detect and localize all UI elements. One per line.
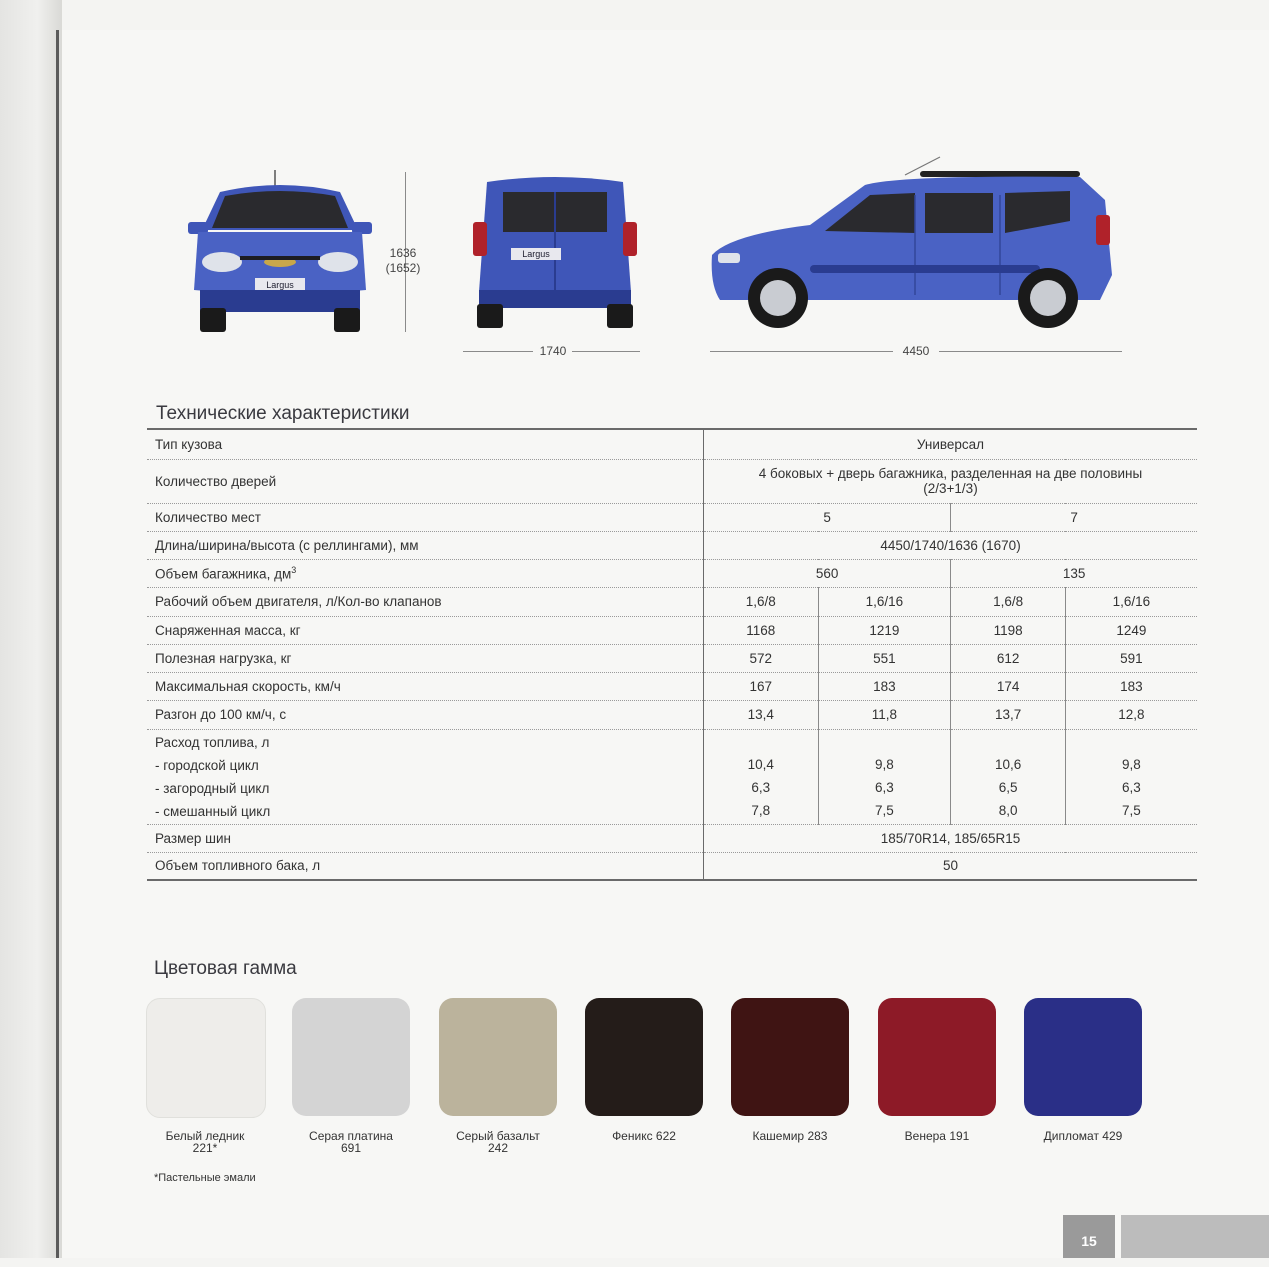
color-label [130,1130,280,1154]
row-value: 135 [951,559,1197,587]
fuel-value: 6,3 [1122,779,1141,795]
row-value [704,459,1198,503]
row-label: Количество мест [147,503,704,531]
height-dimension [378,246,428,276]
row-value: 1219 [818,616,951,644]
row-label [147,729,704,824]
row-value: Универсал [704,429,1198,459]
fuel-value: 10,4 [747,756,774,772]
color-code: 242 [487,1141,509,1155]
car-side-view [700,155,1120,335]
color-name: Серая платина [309,1129,393,1143]
color-code: 221* [192,1141,218,1155]
color-label [276,1130,426,1154]
table-row [147,672,1197,700]
row-value: 551 [818,644,951,672]
colors-footnote: *Пастельные эмали [154,1172,256,1184]
row-label-sup: 3 [291,564,297,575]
row-value: 1,6/16 [818,587,951,616]
row-label: Снаряженная масса, кг [147,616,704,644]
color-swatch-phoenix [585,998,703,1116]
row-value: 1,6/16 [1065,587,1197,616]
table-row [147,503,1197,531]
row-value-line: (2/3+1/3) [923,481,978,496]
fuel-value: 9,8 [875,756,894,772]
fuel-value: 6,3 [751,779,771,795]
row-label: Полезная нагрузка, кг [147,644,704,672]
color-swatch-cashmere [731,998,849,1116]
table-row [147,824,1197,852]
spec-table [147,428,1197,881]
color-code: 691 [340,1141,362,1155]
row-value: 1198 [951,616,1066,644]
row-sub-label: - загородный цикл [155,780,270,796]
table-row [147,587,1197,616]
color-swatch-silver [292,998,410,1116]
color-swatch-diplomat [1024,998,1142,1116]
fuel-value: 9,8 [1122,756,1141,772]
row-value: 4450/1740/1636 (1670) [704,531,1198,559]
color-swatch-venus [878,998,996,1116]
color-name: Кашемир 283 [752,1129,828,1143]
row-sub-label: - городской цикл [155,757,259,773]
fuel-value: 7,5 [1122,802,1141,818]
row-value: 183 [818,672,951,700]
row-value: 183 [1065,672,1197,700]
color-name: Дипломат 429 [1043,1129,1123,1143]
page-binding [0,0,62,1258]
table-row [147,852,1197,880]
fuel-value: 8,0 [998,802,1018,818]
row-label: Количество дверей [147,459,704,503]
car-front-view [180,170,380,340]
row-value: 13,4 [704,700,819,729]
colors-title: Цветовая гамма [154,958,297,979]
row-value: 612 [951,644,1066,672]
row-value: 560 [704,559,951,587]
row-label [147,559,704,587]
front-badge: Largus [266,280,294,290]
table-row [147,459,1197,503]
row-label: Объем топливного бака, л [147,852,704,880]
table-row-fuel [147,729,1197,824]
car-rear-view [465,172,645,332]
row-value: 13,7 [951,700,1066,729]
row-value-line: 4 боковых + дверь багажника, разделенная на две половины [758,466,1143,481]
table-row [147,616,1197,644]
fuel-value: 10,6 [994,756,1022,772]
length-dimension-line [710,351,893,352]
row-value: 591 [1065,644,1197,672]
height-value: 1636 [389,246,417,260]
row-label: Размер шин [147,824,704,852]
table-row [147,700,1197,729]
fuel-value: 6,3 [875,779,894,795]
binding-edge [56,30,59,1258]
rear-badge: Largus [522,249,550,259]
row-label: Максимальная скорость, км/ч [147,672,704,700]
row-value: 11,8 [818,700,951,729]
fuel-value: 6,5 [998,779,1018,795]
row-value: 185/70R14, 185/65R15 [704,824,1198,852]
row-value: 1249 [1065,616,1197,644]
color-name: Серый базальт [456,1129,540,1143]
width-dimension: 1740 [539,344,567,358]
row-value: 1,6/8 [951,587,1066,616]
row-value: 7 [951,503,1197,531]
color-name: Белый ледник [165,1129,245,1143]
color-label [715,1130,865,1142]
length-dimension-line-right [939,351,1122,352]
color-label [862,1130,1012,1142]
width-dimension-line [463,351,533,352]
row-value: 174 [951,672,1066,700]
table-row [147,429,1197,459]
page-number: 15 [1081,1233,1097,1249]
table-row [147,644,1197,672]
row-value: 167 [704,672,819,700]
table-row [147,559,1197,587]
color-swatch-white [146,998,266,1118]
fuel-value: 7,5 [875,802,894,818]
row-label: Разгон до 100 км/ч, с [147,700,704,729]
row-value: 12,8 [1065,700,1197,729]
color-name: Венера 191 [904,1129,970,1143]
row-value: 5 [704,503,951,531]
row-value: 1168 [704,616,819,644]
length-dimension: 4450 [902,344,930,358]
row-value: 1,6/8 [704,587,819,616]
width-dimension-line-right [572,351,640,352]
color-name: Феникс 622 [612,1129,676,1143]
row-label-text: Объем багажника, дм [155,566,292,582]
row-value [818,729,951,824]
row-value [704,729,819,824]
row-value: 50 [704,852,1198,880]
spec-title: Технические характеристики [156,403,410,424]
fuel-value: 7,8 [751,802,771,818]
row-value [1065,729,1197,824]
row-sub-label: - смешанный цикл [155,803,271,819]
color-swatch-basalt [439,998,557,1116]
row-value: 572 [704,644,819,672]
row-label: Длина/ширина/высота (с реллингами), мм [147,531,704,559]
row-label: Тип кузова [147,429,704,459]
table-row [147,531,1197,559]
color-label [1008,1130,1158,1142]
height-alt-value: (1652) [385,261,421,275]
page-footer-bar [1121,1215,1269,1258]
row-label-text: Расход топлива, л [155,734,270,750]
row-label: Рабочий объем двигателя, л/Кол-во клапанов [147,587,704,616]
color-label [569,1130,719,1142]
row-value [951,729,1066,824]
color-label [423,1130,573,1154]
